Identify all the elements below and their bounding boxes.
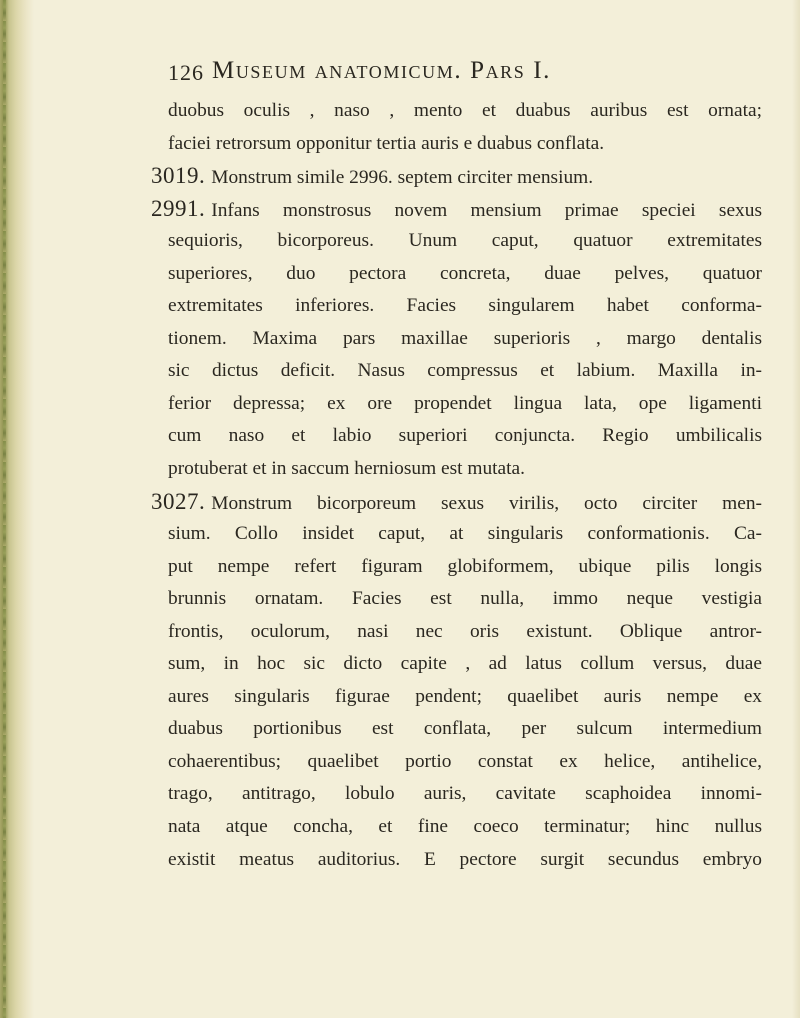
- text-line: [168, 323, 762, 356]
- text-line: [168, 616, 762, 649]
- line-text: Infans monstrosus novem mensium primae speciei sexus: [211, 199, 762, 221]
- line-text: extremitates inferiores. Facies singularem habet conforma-: [168, 295, 762, 317]
- line-text: aures singularis figurae pendent; quaelibet auris nempe ex: [168, 685, 762, 707]
- entry-line: [151, 486, 762, 519]
- line-text: put nempe refert figuram globiformem, ubique pilis longis: [168, 555, 762, 577]
- line-text: sium. Collo insidet caput, at singularis conformationis. Ca-: [168, 523, 762, 545]
- entry-line: [151, 193, 762, 226]
- line-text: existit meatus auditorius. E pectore surgit secundus embryo: [168, 848, 762, 870]
- text-line: [168, 811, 762, 844]
- line-text: sequioris, bicorporeus. Unum caput, quatuor extremitates: [168, 230, 762, 252]
- line-text: cum naso et labio superiori conjuncta. Regio umbilicalis: [168, 425, 762, 447]
- entry-line: [151, 160, 762, 193]
- line-text: duobus oculis , naso , mento et duabus auribus est ornata;: [168, 100, 762, 121]
- entry-number: 2991.: [151, 195, 206, 221]
- text-line: [168, 681, 762, 714]
- text-line: [168, 388, 762, 421]
- entry-number: 3019.: [151, 163, 206, 189]
- line-text: tionem. Maxima pars maxillae superioris , margo dentalis: [168, 327, 762, 349]
- text-line: [168, 420, 762, 453]
- line-text: trago, antitrago, lobulo auris, cavitate scaphoidea innomi-: [168, 783, 762, 805]
- text-line: [168, 128, 762, 161]
- line-text: Monstrum simile 2996. septem circiter mensium.: [211, 167, 594, 189]
- text-line: [168, 583, 762, 616]
- body-text: [151, 95, 762, 876]
- line-text: Monstrum bicorporeum sexus virilis, octo circiter men-: [211, 492, 762, 514]
- line-text: brunnis ornatam. Facies est nulla, immo neque vestigia: [168, 588, 762, 610]
- line-text: sic dictus deficit. Nasus compressus et labium. Maxilla in-: [168, 360, 762, 382]
- line-text: superiores, duo pectora concreta, duae pelves, quatuor: [168, 262, 762, 284]
- text-line: [168, 453, 762, 486]
- text-line: [168, 778, 762, 811]
- text-line: [168, 95, 762, 128]
- page-edge: [792, 0, 800, 1018]
- text-line: [168, 746, 762, 779]
- line-text: nata atque concha, et fine coeco terminatur; hinc nullus: [168, 816, 762, 838]
- running-head: [168, 57, 688, 96]
- line-text: frontis, oculorum, nasi nec oris existunt. Oblique antror-: [168, 620, 762, 642]
- text-line: [168, 518, 762, 551]
- running-title: Museum anatomicum. Pars I.: [212, 57, 552, 84]
- text-line: [168, 551, 762, 584]
- page-number: 126: [168, 60, 204, 85]
- text-line: [168, 225, 762, 258]
- line-text: faciei retrorsum opponitur tertia auris e duabus conflata.: [168, 132, 605, 154]
- text-line: [168, 844, 762, 877]
- line-text: protuberat et in saccum herniosum est mutata.: [168, 458, 526, 480]
- line-text: ferior depressa; ex ore propendet lingua lata, ope ligamenti: [168, 392, 762, 414]
- text-line: [168, 258, 762, 291]
- line-text: cohaerentibus; quaelibet portio constat ex helice, antihelice,: [168, 750, 762, 772]
- entry-number: 3027.: [151, 488, 206, 514]
- binding-gutter: [0, 0, 34, 1018]
- text-line: [168, 355, 762, 388]
- text-line: [168, 290, 762, 323]
- line-text: sum, in hoc sic dicto capite , ad latus collum versus, duae: [168, 653, 762, 675]
- text-line: [168, 648, 762, 681]
- text-line: [168, 713, 762, 746]
- line-text: duabus portionibus est conflata, per sulcum intermedium: [168, 718, 762, 740]
